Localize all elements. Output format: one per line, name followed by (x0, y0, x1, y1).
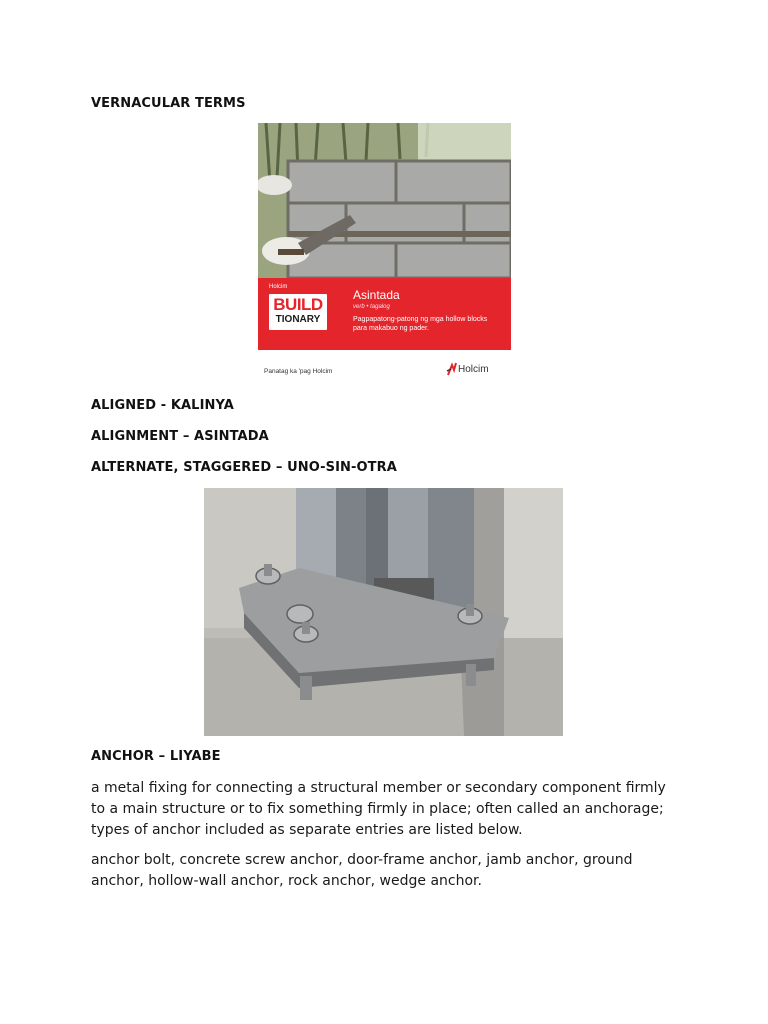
anchor-base-plate-photo (204, 488, 563, 736)
term-anchor: ANCHOR – LIYABE (91, 749, 221, 764)
anchor-definition: a metal fixing for connecting a structural member or secondary component firmly to a main structure or to fix something firmly in place; often called an anchorage; types of anchor included as separate entries are listed below. (91, 780, 666, 838)
term-alternate: ALTERNATE, STAGGERED – UNO-SIN-OTRA (91, 460, 397, 475)
holcim-buildtionary-card (258, 123, 511, 380)
anchor-types-list: anchor bolt, concrete screw anchor, door-frame anchor, jamb anchor, ground anchor, hollow-wall anchor, rock anchor, wedge anchor. (91, 852, 633, 889)
badge-tionary-text: TIONARY (275, 314, 321, 325)
card-tagline: Panatag ka 'pag Holcim (264, 368, 333, 375)
hollow-block-wall-photo (258, 123, 511, 278)
steel-column-base-plate-icon (204, 488, 563, 736)
hollow-block-wall-illustration (258, 123, 511, 278)
card-definition: Pagpapatong-patong ng mga hollow blocks para makabuo ng pader. (353, 316, 488, 332)
term-aligned: ALIGNED - KALINYA (91, 398, 234, 413)
badge-build-text: BUILD (273, 295, 323, 314)
holcim-small-logo: Holcim (269, 284, 288, 290)
card-word: Asintada (353, 288, 400, 302)
section-title: VERNACULAR TERMS (91, 96, 246, 111)
buildtionary-badge (269, 294, 327, 330)
buildtionary-red-band (258, 278, 511, 350)
term-alignment: ALIGNMENT – ASINTADA (91, 429, 269, 444)
holcim-logo-icon (446, 361, 458, 377)
card-brand: Holcim (458, 364, 489, 375)
card-part-of-speech: verb • tagalog (353, 304, 390, 310)
